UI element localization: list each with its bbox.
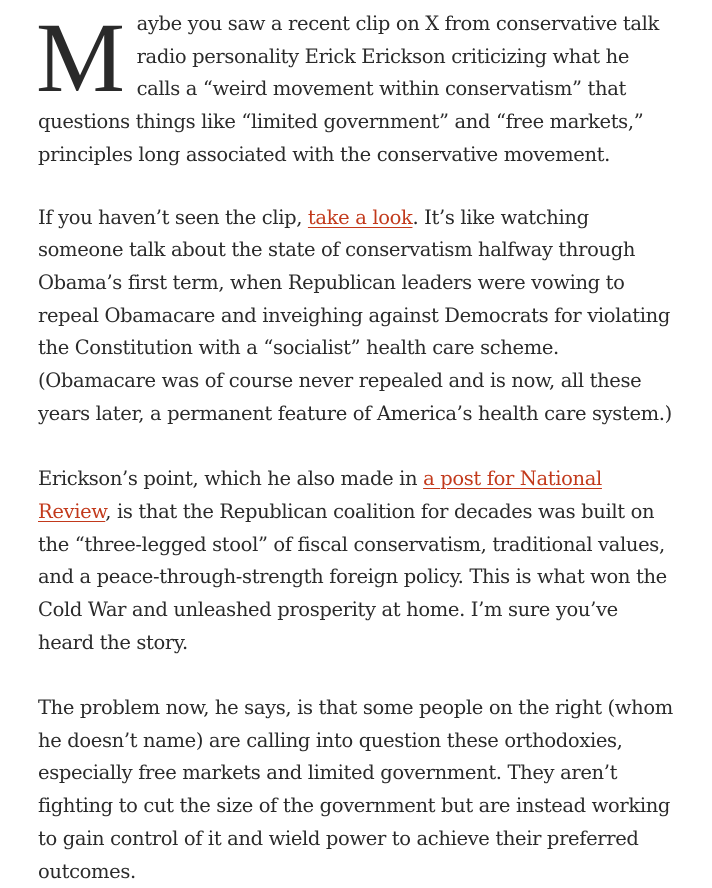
paragraph-2 [38,202,678,431]
national-review-post-link[interactable]: a post for National Review [38,467,602,523]
paragraph-3-text-before: Erickson’s point, which he also made in [38,467,424,491]
paragraph-1 [36,2,678,172]
paragraph-4-text: The problem now, he says, is that some people on the right (whom he doesn’t name) are calling into question these orthodoxies, especially free markets and limited government. They aren’t fighting to cut the size of the government but are instead working to gain control of it and wield power to achieve their preferred outcomes. [38,696,673,883]
take-a-look-link[interactable]: take a look [307,205,413,229]
paragraph-3-text-after: , is that the Republican coalition for decades was built on the “three-legged stool” of fiscal conservatism, traditional values, and a peace-through-strength foreign policy. This is what won the Cold War and unleashed prosperity at home. I’m sure you’ve heard the story. [38,499,667,654]
drop-cap: M [36,2,125,113]
article-body [38,0,678,888]
paragraph-1-text: aybe you saw a recent clip on X from conservative talk radio personality Erick Erickson criticizing what he calls a “weird movement within conservatism” that questions things like “limited government” and “free markets,” principles long associated with the conservative movement. [38,12,660,166]
paragraph-3 [38,463,678,659]
paragraph-2-text-after: . It’s like watching someone talk about the state of conservatism halfway through Obama’s first term, when Republican leaders were vowing to repeal Obamacare and inveighing against Democrats for violating the Constitution with a “socialist” health care scheme. (Obamacare was of course never repealed and is now, all these years later, a permanent feature of America’s health care system.) [38,205,672,425]
paragraph-2-text-before: If you haven’t seen the clip, [38,205,308,229]
paragraph-4 [38,692,678,888]
